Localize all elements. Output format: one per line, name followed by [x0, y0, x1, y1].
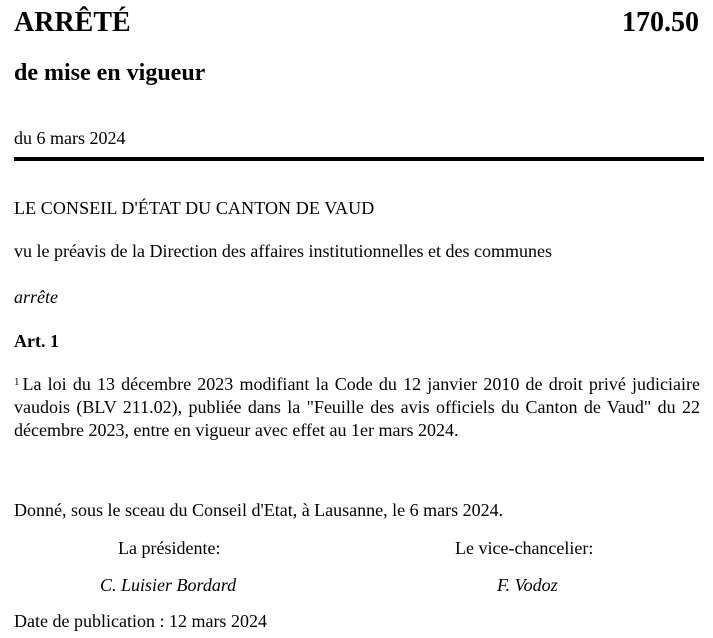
paragraph-marker: 1	[14, 376, 20, 388]
article-paragraph	[14, 373, 700, 442]
paragraph-text: La loi du 13 décembre 2023 modifiant la Code du 12 janvier 2010 de droit privé judiciaire vaudois (BLV 211.02), publiée dans la "Feuille des avis officiels du Canton de Vaud" du 22 décembre 2023, entre en vigueur avec effet au 1er mars 2024.	[14, 374, 700, 440]
vice-chancellor-name: F. Vodoz	[497, 575, 558, 595]
preavis-clause: vu le préavis de la Direction des affaires institutionnelles et des communes	[14, 241, 553, 261]
document-number: 170.50	[622, 7, 699, 38]
publication-date: Date de publication : 12 mars 2024	[14, 611, 267, 631]
article-heading: Art. 1	[14, 331, 59, 351]
header-divider	[14, 157, 704, 161]
president-title: La présidente:	[118, 538, 221, 558]
vice-chancellor-title: Le vice-chancelier:	[455, 538, 594, 558]
document-subtitle: de mise en vigueur	[14, 60, 206, 86]
arrete-keyword: arrête	[14, 287, 58, 307]
given-under-seal: Donné, sous le sceau du Conseil d'Etat, à Lausanne, le 6 mars 2024.	[14, 500, 504, 520]
document-title: ARRÊTÉ	[14, 7, 131, 38]
document-date: du 6 mars 2024	[14, 128, 126, 148]
president-name: C. Luisier Bordard	[100, 575, 237, 595]
issuing-authority: LE CONSEIL D'ÉTAT DU CANTON DE VAUD	[14, 198, 375, 218]
